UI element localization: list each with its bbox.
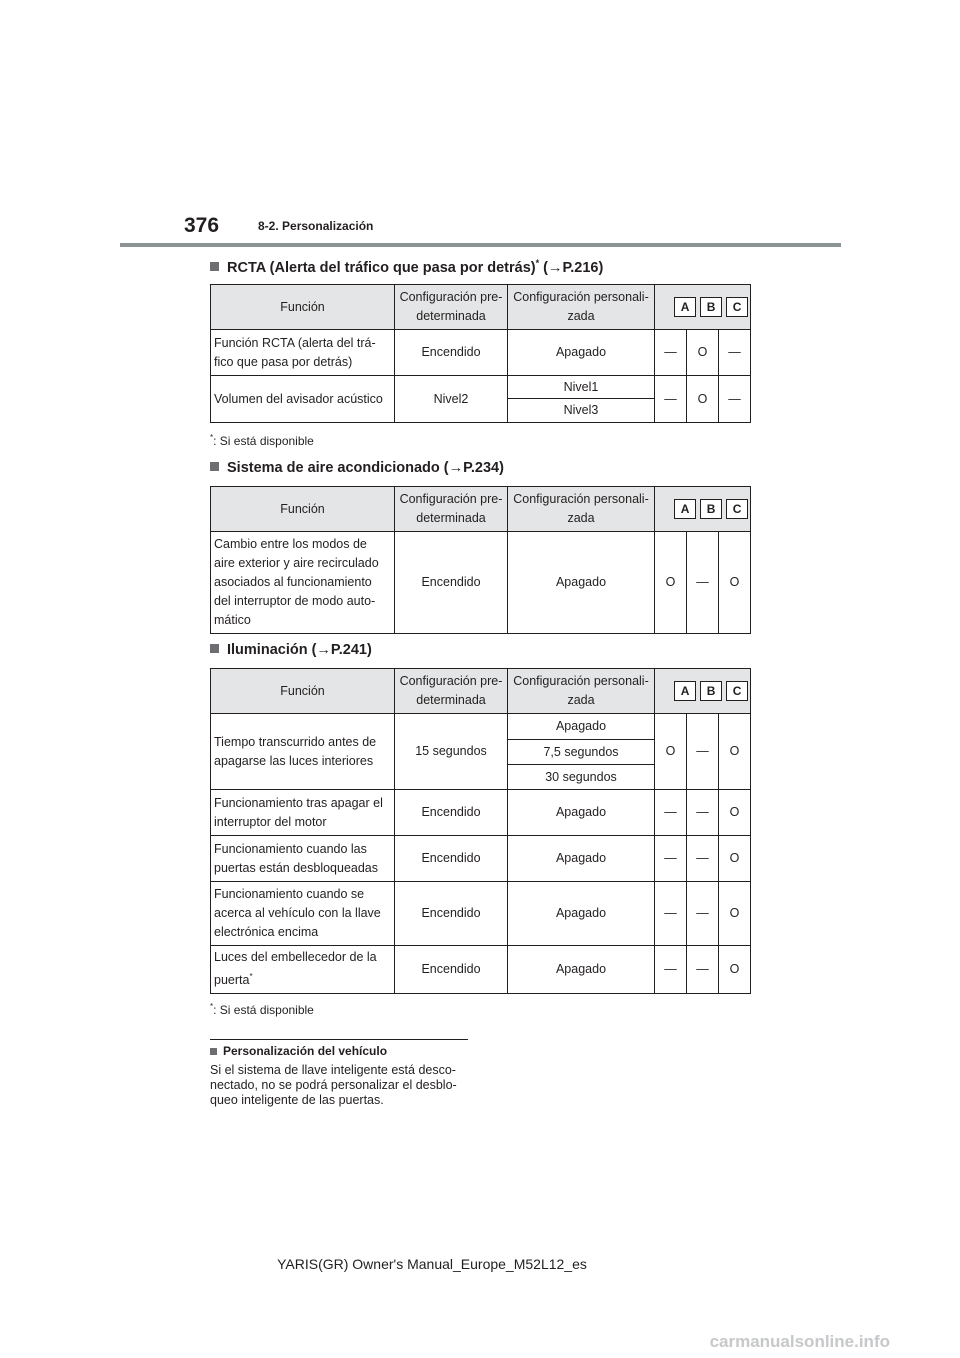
col-header-abc (655, 285, 751, 330)
table-row (211, 532, 751, 634)
custom-cell: Apagado (508, 882, 655, 946)
b-cell: — (687, 532, 719, 634)
col-header-abc (655, 487, 751, 532)
c-cell: — (719, 330, 751, 376)
b-cell: — (687, 836, 719, 882)
rcta-title: RCTA (Alerta del tráfico que pasa por detrás) (227, 259, 536, 276)
aire-heading (210, 460, 504, 476)
default-cell: Encendido (395, 790, 508, 836)
rcta-footnote: *: Si está disponible (210, 433, 314, 448)
footer-manual-id: YARIS(GR) Owner's Manual_Europe_M52L12_es (277, 1256, 587, 1272)
ilum-title: Iluminación (→P.241) (227, 642, 372, 658)
table-row (211, 330, 751, 376)
a-cell: — (655, 946, 687, 994)
c-cell: O (719, 714, 751, 790)
ilum-heading (210, 642, 372, 658)
rcta-title-star: * (535, 258, 540, 268)
note-divider (210, 1039, 468, 1040)
custom-cell: Apagado (508, 330, 655, 376)
table-row (211, 376, 751, 399)
custom-cell: Apagado (508, 946, 655, 994)
func-cell: Volumen del avisador acústico (211, 376, 395, 423)
ilum-table (210, 668, 751, 994)
default-cell: Encendido (395, 836, 508, 882)
square-bullet-icon (210, 1048, 217, 1055)
a-cell: — (655, 376, 687, 423)
col-a-label: A (674, 297, 696, 317)
b-cell: — (687, 882, 719, 946)
default-cell: Encendido (395, 330, 508, 376)
c-cell: O (719, 946, 751, 994)
a-cell: — (655, 882, 687, 946)
a-cell: — (655, 836, 687, 882)
col-header-predeterminada: Configuración pre- determinada (395, 487, 508, 532)
aire-title: Sistema de aire acondicionado (→P.234) (227, 460, 504, 476)
col-c-label: C (726, 499, 748, 519)
b-cell: — (687, 714, 719, 790)
note-heading: Personalización del vehículo (210, 1044, 387, 1058)
col-header-funcion: Función (211, 669, 395, 714)
square-bullet-icon (210, 462, 219, 471)
default-cell: Nivel2 (395, 376, 508, 423)
custom-cell: Nivel3 (508, 399, 655, 423)
custom-cell: Nivel1 (508, 376, 655, 399)
func-cell: Funcionamiento tras apagar el interruptor del motor (211, 790, 395, 836)
aire-table (210, 486, 751, 634)
c-cell: O (719, 532, 751, 634)
func-cell: Cambio entre los modos de aire exterior y aire recirculado asociados al funcionamiento del interruptor de modo auto- mático (211, 532, 395, 634)
default-cell: Encendido (395, 946, 508, 994)
watermark: carmanualsonline.info (709, 1332, 890, 1351)
b-cell: O (687, 376, 719, 423)
a-cell: O (655, 532, 687, 634)
ilum-footnote: *: Si está disponible (210, 1002, 314, 1017)
b-cell: — (687, 790, 719, 836)
page-number: 376 (184, 214, 220, 237)
square-bullet-icon (210, 644, 219, 653)
default-cell: 15 segundos (395, 714, 508, 790)
section-title: 8-2. Personalización (258, 219, 374, 233)
col-b-label: B (700, 681, 722, 701)
col-header-funcion: Función (211, 285, 395, 330)
c-cell: — (719, 376, 751, 423)
note-body: Si el sistema de llave inteligente está desco- nectado, no se podrá personalizar el desblo- queo inteligente de las puertas. (210, 1063, 457, 1107)
square-bullet-icon (210, 262, 219, 271)
custom-cell: Apagado (508, 790, 655, 836)
custom-cell: Apagado (508, 532, 655, 634)
func-cell: Luces del embellecedor de la puerta* (211, 946, 395, 994)
col-header-personalizada: Configuración personali- zada (508, 285, 655, 330)
table-row (211, 714, 751, 740)
col-a-label: A (674, 499, 696, 519)
default-cell: Encendido (395, 882, 508, 946)
rcta-table (210, 284, 751, 423)
col-b-label: B (700, 499, 722, 519)
table-row (211, 790, 751, 836)
col-header-personalizada: Configuración personali- zada (508, 487, 655, 532)
col-a-label: A (674, 681, 696, 701)
a-cell: O (655, 714, 687, 790)
b-cell: — (687, 946, 719, 994)
func-cell: Tiempo transcurrido antes de apagarse las luces interiores (211, 714, 395, 790)
c-cell: O (719, 836, 751, 882)
col-header-funcion: Función (211, 487, 395, 532)
custom-cell: Apagado (508, 714, 655, 740)
a-cell: — (655, 330, 687, 376)
rcta-title-ref: (→P.216) (539, 259, 604, 276)
b-cell: O (687, 330, 719, 376)
table-row (211, 946, 751, 994)
func-cell: Funcionamiento cuando las puertas están desbloqueadas (211, 836, 395, 882)
col-c-label: C (726, 681, 748, 701)
table-row (211, 882, 751, 946)
col-header-abc (655, 669, 751, 714)
custom-cell: 30 segundos (508, 765, 655, 790)
func-cell: Funcionamiento cuando se acerca al vehículo con la llave electrónica encima (211, 882, 395, 946)
func-cell: Función RCTA (alerta del trá- fico que pasa por detrás) (211, 330, 395, 376)
a-cell: — (655, 790, 687, 836)
col-b-label: B (700, 297, 722, 317)
col-header-predeterminada: Configuración pre- determinada (395, 669, 508, 714)
col-c-label: C (726, 297, 748, 317)
custom-cell: 7,5 segundos (508, 740, 655, 765)
custom-cell: Apagado (508, 836, 655, 882)
col-header-personalizada: Configuración personali- zada (508, 669, 655, 714)
table-row (211, 836, 751, 882)
default-cell: Encendido (395, 532, 508, 634)
header-divider (120, 243, 841, 247)
c-cell: O (719, 882, 751, 946)
rcta-heading (210, 258, 603, 276)
col-header-predeterminada: Configuración pre- determinada (395, 285, 508, 330)
c-cell: O (719, 790, 751, 836)
